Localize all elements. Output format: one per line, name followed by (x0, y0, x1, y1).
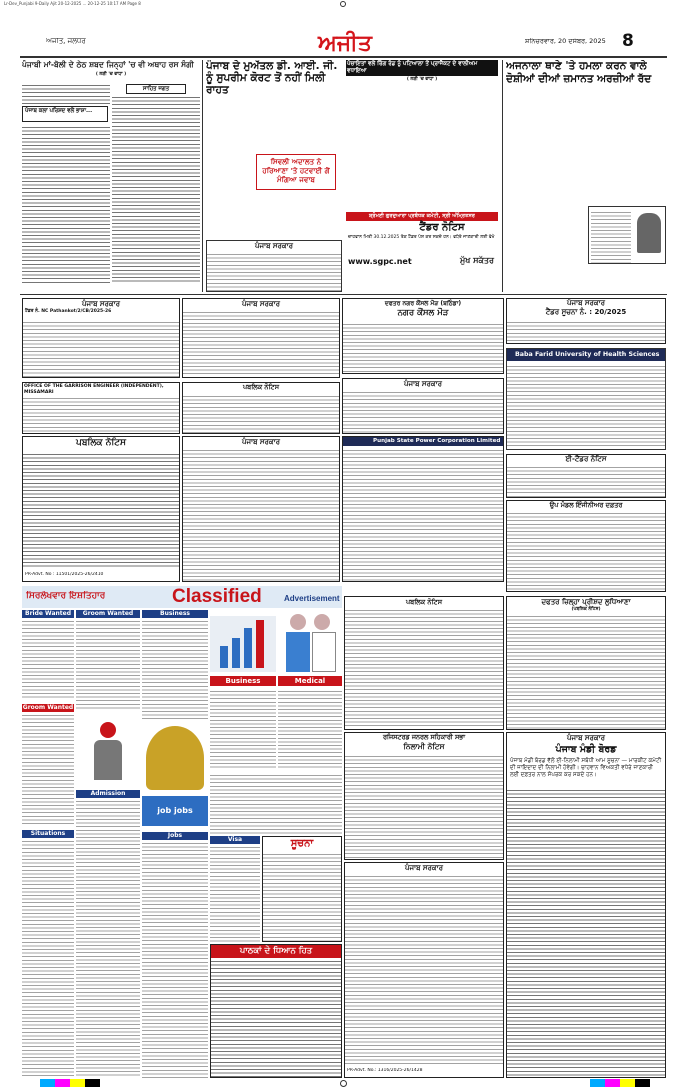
story-4-photo (588, 206, 666, 264)
category-bride: Bride Wanted (22, 610, 74, 618)
classified-col-5 (278, 610, 342, 770)
color-bar (590, 1079, 650, 1087)
mandi-board-body: ਪੰਜਾਬ ਮੰਡੀ ਬੋਰਡ ਵੱਲੋਂ ਈ-ਨਿਲਾਮੀ ਸਬੰਧੀ ਆਮ ਸੂਚਨਾ — ਮਾਰਕੀਟ ਕਮੇਟੀ ਦੀ ਜਾਇਦਾਦ ਦੀ ਨਿਲਾਮੀ ਹੋਵੇਗੀ। ਚਾਹਵਾਨ ਵਿਅਕਤੀ ਵਧੇਰੇ ਜਾਣਕਾਰੀ ਲਈ ਦਫ਼ਤਰ ਨਾਲ ਸੰਪਰਕ ਕਰ ਸਕਦੇ ਹਨ। (510, 758, 662, 778)
notice-soochna (262, 836, 342, 942)
public-notice-3-title: ਪਬਲਿਕ ਨੋਟਿਸ (405, 598, 443, 606)
nagar-council-title: ਨਗਰ ਕੌਂਸਲ ਮੌੜ (397, 308, 449, 318)
registration-mark-icon (340, 1080, 347, 1087)
notice-public-2 (22, 436, 180, 582)
notice-deputy (506, 500, 666, 592)
notice-title: ਪੰਜਾਬ ਸਰਕਾਰ (241, 438, 280, 446)
notice-title: ਪੰਜਾਬ ਸਰਕਾਰ (566, 299, 605, 307)
tender-sucha: ਟੈਂਡਰ ਸੂਚਨਾ ਨੰ. : 20/2025 (545, 308, 627, 316)
row-rule (20, 294, 667, 295)
masthead-title: ਅਜੀਤ (318, 30, 372, 56)
ludhiana-title: ਦਫਤਰ ਜ਼ਿਲ੍ਹਾ ਪ੍ਰੀਸ਼ਦ ਲੁਧਿਆਣਾ (541, 598, 631, 606)
notice-readers (210, 944, 342, 1078)
medical-staff-icon (284, 614, 336, 672)
story-3 (346, 60, 498, 210)
baba-farid-title: Baba Farid University of Health Sciences (507, 349, 665, 361)
notice-punjab-sarkar-5 (344, 862, 504, 1078)
classified-prefix: ਸਿਰਲੇਖਵਾਰ ਇਸ਼ਤਿਹਾਰ (26, 591, 106, 601)
pspcl-title: Punjab State Power Corporation Limited (343, 437, 503, 446)
notice-punjab-sarkar-3 (342, 378, 504, 434)
soochna-title: ਸੂਚਨਾ (290, 838, 314, 849)
deputy-title: ਉਪ ਮੰਡਲ ਇੰਜੀਨੀਅਰ ਦਫ਼ਤਰ (549, 501, 623, 509)
category-medical: Medical (278, 676, 342, 686)
story-1-badge: ਸਾਹਿਤ ਜਗਤ (126, 84, 186, 94)
column-rule (502, 60, 503, 292)
notice-public-1 (182, 382, 340, 434)
story-1-kicker: ( ਲੜੀ 'ਚ ਵਾਧਾ ) (95, 72, 127, 77)
public-notice-2-title: ਪਬਲਿਕ ਨੋਟਿਸ (76, 438, 126, 448)
story-3-headline: ਪੰਚਾਇਤਾਂ ਵਲੋਂ ਰਿੰਗ ਰੋਡ ਨੂੰ ਪਟਿਆਲਾ ਤੋਂ ਪ੍ਰਾਜੈਕਟ ਦੇ ਵਾਲੀਅਮ ਵਧਾਇਆ (346, 60, 498, 76)
sgpc-org: ਸ਼੍ਰੋਮਣੀ ਗੁਰਦੁਆਰਾ ਪ੍ਰਬੰਧਕ ਕਮੇਟੀ, ਸ੍ਰੀ ਅੰਮ੍ਰਿਤਸਰ (346, 212, 498, 221)
registration-mark-icon (340, 1, 346, 7)
classified-sub: Advertisement (284, 594, 340, 603)
notice-e-tender (506, 454, 666, 498)
sgpc-tender (346, 212, 498, 294)
category-groom: Groom Wanted (22, 704, 74, 711)
page-number: 8 (622, 31, 634, 51)
color-bar (40, 1079, 100, 1087)
notice-public-3 (344, 596, 504, 730)
notice-nilami (344, 732, 504, 860)
notice-pspcl (342, 436, 504, 582)
category-business: Business (142, 610, 208, 618)
masthead-left-label: ਅਜੀਤ, ਜਲੰਧਰ (46, 38, 86, 45)
category-visa: Visa (210, 836, 260, 844)
chair-figure-icon (146, 726, 204, 790)
notice-mandi-board (506, 732, 666, 1078)
pr-advt-no-2: PR-Advt. No.: 1316/2025-26/1428 (347, 1068, 423, 1073)
notice-ludhiana (506, 596, 666, 730)
pr-advt-no: PR-Advt. No : 11501/2025-26/2410 (25, 572, 104, 577)
business-chart-icon (210, 616, 276, 672)
notice-title: ਪੰਜਾਬ ਸਰਕਾਰ (566, 734, 605, 742)
tender-number: ਟੈਂਡਰ ਨੰ. NC Pathankot/2/CB/2025-26 (25, 309, 112, 314)
notice-title: ਪੰਜਾਬ ਸਰਕਾਰ (404, 864, 443, 872)
notice-tender-pathankot (22, 298, 180, 378)
notice-nagar-council (342, 298, 504, 374)
sugar-notice-title: ਰਜਿਸਟਰਡ ਜਨਰਲ ਸਹਿਕਾਰੀ ਸਭਾ (382, 733, 466, 741)
category-admission: Admission (76, 790, 140, 798)
notice-title: ਪੰਜਾਬ ਸਰਕਾਰ (403, 380, 442, 388)
story-2-headline: ਪੰਜਾਬ ਦੇ ਮੁਅੱਤਲ ਡੀ. ਆਈ. ਜੀ. ਨੂੰ ਸੁਪਰੀਮ ਕੋਰਟ ਤੋਂ ਨਹੀਂ ਮਿਲੀ ਰਾਹਤ (206, 60, 338, 96)
ludhiana-sub: (ਪਬਲਿਕ ਨੋਟਿਸ) (571, 607, 601, 612)
classified-lower-right (210, 774, 342, 834)
nilami-title: ਨਿਲਾਮੀ ਨੋਟਿਸ (403, 742, 445, 751)
classified-banner (22, 586, 342, 608)
nagar-council-office: ਦਫਤਰ ਨਗਰ ਕੌਂਸਲ ਮੌੜ (ਬਠਿੰਡਾ) (384, 300, 462, 307)
sgpc-tender-title: ਟੈਂਡਰ ਨੋਟਿਸ (419, 222, 465, 233)
story-1-headline: ਪੰਜਾਬੀ ਮਾਂ-ਬੋਲੀ ਦੇ ਠੇਠ ਸ਼ਬਦ ਜਿਨ੍ਹਾਂ 'ਚ ਵੀ ਅਥਾਹ ਰਸ ਸੰਗੀ (22, 60, 200, 70)
mandi-board-title: ਪੰਜਾਬ ਮੰਡੀ ਬੋਰਡ (555, 744, 617, 755)
garrison-title: OFFICE OF THE GARRISON ENGINEER (INDEPENDENT), MISSAMARI (24, 384, 164, 395)
notice-garrison (22, 382, 180, 434)
classified-col-1 (22, 610, 74, 1078)
column-rule (202, 60, 203, 292)
public-notice-title: ਪਬਲਿਕ ਨੋਟਿਸ (242, 383, 280, 391)
masthead-rule (20, 56, 667, 58)
print-slug: Lr-Dev_Punjabi 9-Daily Ajit 20-12-2025 ... 20-12-25 10:17 AM Page 8 (4, 1, 141, 6)
notice-title: ਪੰਜਾਬ ਸਰਕਾਰ (81, 300, 120, 308)
story-2-inset-box: ਸਿਵਲੀ ਅਦਾਲਤ ਨੇ ਹਰਿਆਣਾ 'ਤੇ ਹਟਵਾਈ ਗੋਂ ਮੰਗਿਆ ਜਵਾਬ (256, 154, 336, 190)
notice-punjab-sarkar-4 (182, 436, 340, 582)
sgpc-text: ਚਾਹਵਾਨ ਮਿਤੀ 30.12.2025 ਤੱਕ ਟੈਂਡਰ ਪੇਸ਼ ਕਰ ਸਕਦੇ ਹਨ। ਵਧੇਰੇ ਜਾਣਕਾਰੀ ਲਈ ਵੇਖੋ (348, 235, 495, 240)
notice-title: ਪੰਜਾਬ ਸਰਕਾਰ (254, 242, 293, 250)
notice-baba-farid (506, 348, 666, 450)
story-1 (22, 60, 200, 290)
e-tender-title: ਈ-ਟੈਂਡਰ ਨੋਟਿਸ (565, 455, 607, 463)
sgpc-website[interactable]: www.sgpc.net (348, 257, 412, 266)
story-4-headline: ਅਜਨਾਲਾ ਥਾਣੇ 'ਤੇ ਹਮਲਾ ਕਰਨ ਵਾਲੇ ਦੋਸ਼ੀਆਂ ਦੀਆਂ ਜ਼ਮਾਨਤ ਅਰਜ਼ੀਆਂ ਰੱਦ (506, 60, 652, 85)
story-3-kicker: ( ਲੜੀ 'ਚ ਵਾਧਾ ) (406, 77, 438, 82)
story-1-subhead: ਪੰਜਾਬ ਕਲਾ ਪਰਿਸ਼ਦ ਵਲੋਂ ਭਾਸ਼ਾ... (22, 106, 108, 122)
classified-col-3 (142, 610, 208, 1078)
category-situations: Situations (22, 830, 74, 838)
notice-punjab-sarkar-1 (206, 240, 342, 292)
category-groom-2: Groom Wanted (76, 610, 140, 618)
businessman-figure-icon (86, 722, 130, 782)
sgpc-signatory: ਮੁੱਖ ਸਕੱਤਰ (460, 256, 494, 265)
story-4 (506, 60, 666, 292)
classified-col-6 (210, 836, 260, 942)
category-business-2: Business (210, 676, 276, 686)
readers-title: ਪਾਠਕਾਂ ਦੇ ਧਿਆਨ ਹਿਤ (211, 945, 341, 958)
notice-punjab-sarkar-2 (182, 298, 340, 378)
masthead-date: ਸ਼ਨਿਚਰਵਾਰ, 20 ਦਸੰਬਰ, 2025 (525, 38, 606, 45)
classified-col-2 (76, 610, 140, 1078)
jobs-banner: job jobs (142, 796, 208, 826)
notice-tender-sucha (506, 298, 666, 344)
classified-title: Classified (172, 586, 262, 607)
story-2 (206, 60, 342, 240)
notice-title: ਪੰਜਾਬ ਸਰਕਾਰ (241, 300, 280, 308)
classified-col-4 (210, 610, 276, 770)
category-jobs: Jobs (142, 832, 208, 840)
